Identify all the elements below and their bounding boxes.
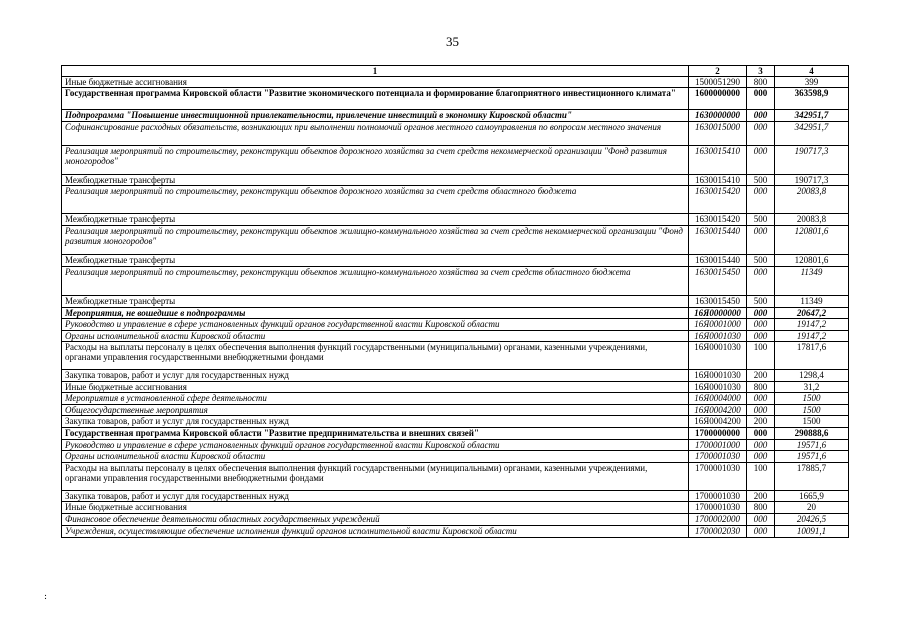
table-row — [62, 463, 849, 491]
row-amount-cell: 20647,2 — [775, 308, 849, 319]
row-code-cell: 16Я0004200 — [689, 416, 747, 428]
row-name-cell: Руководство и управление в сфере установленных функций органов государственной власти Кировской области — [62, 319, 689, 331]
row-name-cell: Закупка товаров, работ и услуг для государственных нужд — [62, 491, 689, 502]
row-code-cell: 1630015420 — [689, 214, 747, 226]
row-code-cell: 1500051290 — [689, 77, 747, 88]
row-code-cell: 16Я0001030 — [689, 382, 747, 393]
row-code-cell: 1630000000 — [689, 110, 747, 122]
table-row — [62, 88, 849, 110]
table-row — [62, 370, 849, 382]
row-vr-cell: 800 — [747, 382, 775, 393]
row-name-cell: Софинансирование расходных обязательств, возникающих при выполнении полномочий органов местного самоуправления по вопросам местного значения — [62, 122, 689, 146]
table-row — [62, 342, 849, 370]
row-name-cell: Иные бюджетные ассигнования — [62, 382, 689, 393]
row-code-cell: 1630015440 — [689, 226, 747, 255]
table-row — [62, 526, 849, 538]
row-vr-cell: 000 — [747, 331, 775, 342]
row-amount-cell: 342951,7 — [775, 110, 849, 122]
row-amount-cell: 31,2 — [775, 382, 849, 393]
row-name-cell: Иные бюджетные ассигнования — [62, 77, 689, 88]
table-row — [62, 331, 849, 342]
header-col-3: 3 — [747, 66, 775, 77]
row-amount-cell: 20 — [775, 502, 849, 514]
row-vr-cell: 000 — [747, 405, 775, 416]
table-row — [62, 502, 849, 514]
table-row — [62, 77, 849, 88]
row-code-cell: 1630015000 — [689, 122, 747, 146]
table-body — [62, 77, 849, 538]
row-vr-cell: 000 — [747, 451, 775, 463]
row-amount-cell: 190717,3 — [775, 146, 849, 175]
table-row — [62, 451, 849, 463]
row-code-cell: 1630015450 — [689, 267, 747, 296]
row-code-cell: 16Я0001030 — [689, 370, 747, 382]
row-vr-cell: 800 — [747, 502, 775, 514]
row-name-cell: Межбюджетные трансферты — [62, 214, 689, 226]
row-vr-cell: 200 — [747, 491, 775, 502]
row-name-cell: Реализация мероприятий по строительству, реконструкции объектов жилищно-коммунального хозяйства за счет средств некоммерческой организации "Фонд развития моногородов" — [62, 226, 689, 255]
table-row — [62, 416, 849, 428]
row-vr-cell: 100 — [747, 463, 775, 491]
page-number: 35 — [446, 34, 459, 49]
row-name-cell: Общегосударственные мероприятия — [62, 405, 689, 416]
row-amount-cell: 17817,6 — [775, 342, 849, 370]
table-row — [62, 226, 849, 255]
row-name-cell: Реализация мероприятий по строительству, реконструкции объектов дорожного хозяйства за счет средств некоммерческой организации "Фонд развития моногородов" — [62, 146, 689, 175]
row-amount-cell: 1500 — [775, 405, 849, 416]
table-row — [62, 491, 849, 502]
table-header-row — [62, 66, 849, 77]
table-row — [62, 267, 849, 296]
row-name-cell: Подпрограмма "Повышение инвестиционной привлекательности, привлечение инвестиций в экономику Кировской области" — [62, 110, 689, 122]
table-row — [62, 514, 849, 526]
row-amount-cell: 19147,2 — [775, 319, 849, 331]
row-name-cell: Органы исполнительной власти Кировской области — [62, 331, 689, 342]
row-name-cell: Межбюджетные трансферты — [62, 255, 689, 267]
row-name-cell: Государственная программа Кировской области "Развитие экономического потенциала и формирование благоприятного инвестиционного климата" — [62, 88, 689, 110]
row-vr-cell: 000 — [747, 226, 775, 255]
row-name-cell: Закупка товаров, работ и услуг для государственных нужд — [62, 370, 689, 382]
row-vr-cell: 000 — [747, 526, 775, 538]
table-row — [62, 319, 849, 331]
table-row — [62, 428, 849, 440]
row-vr-cell: 000 — [747, 514, 775, 526]
row-code-cell: 16Я0001030 — [689, 342, 747, 370]
row-name-cell: Иные бюджетные ассигнования — [62, 502, 689, 514]
row-code-cell: 16Я0004200 — [689, 405, 747, 416]
row-code-cell: 16Я0004000 — [689, 393, 747, 405]
row-code-cell: 1630015440 — [689, 255, 747, 267]
row-name-cell: Реализация мероприятий по строительству, реконструкции объектов дорожного хозяйства за счет средств областного бюджета — [62, 186, 689, 214]
row-amount-cell: 11349 — [775, 267, 849, 296]
row-name-cell: Межбюджетные трансферты — [62, 175, 689, 186]
table-row — [62, 382, 849, 393]
row-name-cell: Руководство и управление в сфере установленных функций органов государственной власти Кировской области — [62, 440, 689, 451]
table-row — [62, 255, 849, 267]
row-name-cell: Мероприятия в установленной сфере деятельности — [62, 393, 689, 405]
row-amount-cell: 1500 — [775, 416, 849, 428]
row-amount-cell: 10091,1 — [775, 526, 849, 538]
row-amount-cell: 363598,9 — [775, 88, 849, 110]
row-code-cell: 1630015410 — [689, 175, 747, 186]
row-amount-cell: 20426,5 — [775, 514, 849, 526]
table-row — [62, 440, 849, 451]
row-vr-cell: 000 — [747, 308, 775, 319]
stray-mark: : — [44, 592, 48, 602]
table-row — [62, 296, 849, 308]
table-row — [62, 214, 849, 226]
row-vr-cell: 800 — [747, 77, 775, 88]
row-amount-cell: 19571,6 — [775, 451, 849, 463]
row-vr-cell: 000 — [747, 146, 775, 175]
table-row — [62, 186, 849, 214]
row-vr-cell: 500 — [747, 296, 775, 308]
row-code-cell: 1630015420 — [689, 186, 747, 214]
row-amount-cell: 342951,7 — [775, 122, 849, 146]
table-row — [62, 122, 849, 146]
row-name-cell: Государственная программа Кировской области "Развитие предпринимательства и внешних связей" — [62, 428, 689, 440]
row-code-cell: 1700001000 — [689, 440, 747, 451]
row-code-cell: 1700001030 — [689, 502, 747, 514]
row-name-cell: Расходы на выплаты персоналу в целях обеспечения выполнения функций государственными (муниципальными) органами, казенными учреждениями, органами управления государственными внебюджетными фондами — [62, 463, 689, 491]
row-amount-cell: 20083,8 — [775, 214, 849, 226]
row-vr-cell: 100 — [747, 342, 775, 370]
row-amount-cell: 1298,4 — [775, 370, 849, 382]
row-code-cell: 1700002000 — [689, 514, 747, 526]
row-vr-cell: 000 — [747, 440, 775, 451]
row-amount-cell: 19147,2 — [775, 331, 849, 342]
row-code-cell: 1600000000 — [689, 88, 747, 110]
row-code-cell: 16Я0001030 — [689, 331, 747, 342]
row-code-cell: 1700001030 — [689, 491, 747, 502]
row-code-cell: 1700002030 — [689, 526, 747, 538]
header-col-4: 4 — [775, 66, 849, 77]
table-row — [62, 308, 849, 319]
row-code-cell: 1700001030 — [689, 451, 747, 463]
row-amount-cell: 190717,3 — [775, 175, 849, 186]
row-vr-cell: 000 — [747, 267, 775, 296]
row-vr-cell: 000 — [747, 122, 775, 146]
row-code-cell: 1630015410 — [689, 146, 747, 175]
budget-table — [61, 65, 849, 538]
table-row — [62, 393, 849, 405]
row-amount-cell: 399 — [775, 77, 849, 88]
row-amount-cell: 120801,6 — [775, 255, 849, 267]
row-code-cell: 16Я0001000 — [689, 319, 747, 331]
row-vr-cell: 500 — [747, 175, 775, 186]
row-vr-cell: 000 — [747, 88, 775, 110]
row-amount-cell: 20083,8 — [775, 186, 849, 214]
row-vr-cell: 000 — [747, 186, 775, 214]
row-name-cell: Межбюджетные трансферты — [62, 296, 689, 308]
row-code-cell: 16Я0000000 — [689, 308, 747, 319]
row-vr-cell: 500 — [747, 255, 775, 267]
row-vr-cell: 000 — [747, 393, 775, 405]
row-vr-cell: 000 — [747, 319, 775, 331]
header-col-2: 2 — [689, 66, 747, 77]
row-name-cell: Реализация мероприятий по строительству, реконструкции объектов жилищно-коммунального хозяйства за счет средств областного бюджета — [62, 267, 689, 296]
row-name-cell: Учреждения, осуществляющие обеспечение исполнения функций органов исполнительной власти Кировской области — [62, 526, 689, 538]
table-row — [62, 146, 849, 175]
row-vr-cell: 000 — [747, 428, 775, 440]
row-name-cell: Расходы на выплаты персоналу в целях обеспечения выполнения функций государственными (муниципальными) органами, казенными учреждениями, органами управления государственными внебюджетными фондами — [62, 342, 689, 370]
row-amount-cell: 17885,7 — [775, 463, 849, 491]
row-amount-cell: 290888,6 — [775, 428, 849, 440]
table-row — [62, 110, 849, 122]
row-vr-cell: 200 — [747, 416, 775, 428]
header-col-1: 1 — [62, 66, 689, 77]
row-vr-cell: 500 — [747, 214, 775, 226]
row-amount-cell: 1500 — [775, 393, 849, 405]
table-row — [62, 175, 849, 186]
row-amount-cell: 1665,9 — [775, 491, 849, 502]
row-vr-cell: 200 — [747, 370, 775, 382]
row-code-cell: 1700000000 — [689, 428, 747, 440]
row-amount-cell: 11349 — [775, 296, 849, 308]
row-vr-cell: 000 — [747, 110, 775, 122]
row-amount-cell: 120801,6 — [775, 226, 849, 255]
table-row — [62, 405, 849, 416]
row-name-cell: Закупка товаров, работ и услуг для государственных нужд — [62, 416, 689, 428]
row-name-cell: Финансовое обеспечение деятельности областных государственных учреждений — [62, 514, 689, 526]
row-name-cell: Органы исполнительной власти Кировской области — [62, 451, 689, 463]
row-amount-cell: 19571,6 — [775, 440, 849, 451]
row-code-cell: 1700001030 — [689, 463, 747, 491]
row-name-cell: Мероприятия, не вошедшие в подпрограммы — [62, 308, 689, 319]
row-code-cell: 1630015450 — [689, 296, 747, 308]
